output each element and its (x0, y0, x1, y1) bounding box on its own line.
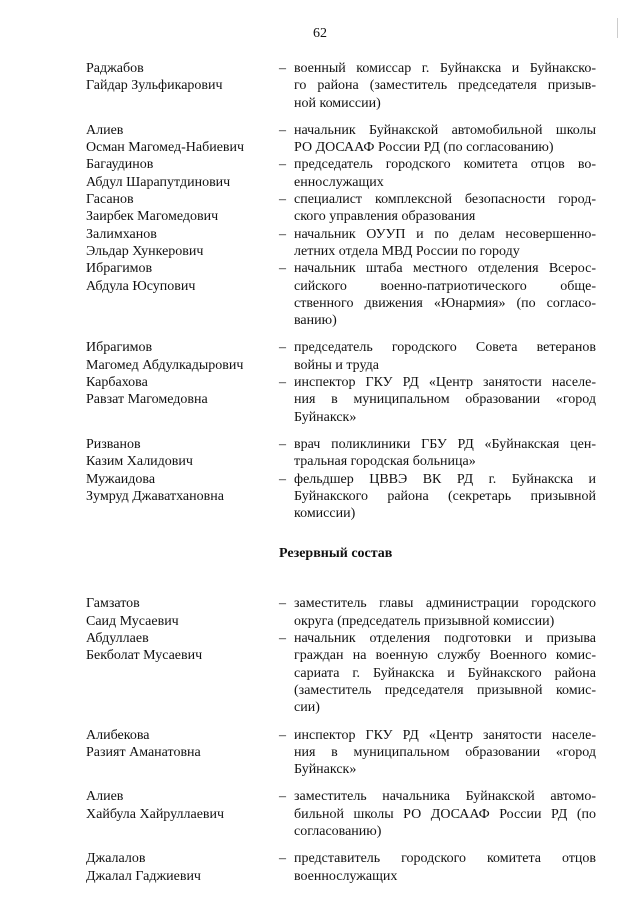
member-name (86, 850, 276, 885)
member-role (294, 260, 596, 329)
dash-separator: – (279, 192, 286, 208)
member-surname: Мужаидова (86, 471, 156, 487)
member-role (294, 788, 596, 840)
role-line: представитель городского комитета отцов (294, 851, 596, 867)
member-surname: Ибрагимов (86, 261, 153, 277)
reserve-section-title: Резервный состав (279, 546, 393, 562)
member-entry (0, 374, 640, 426)
member-given-name: Магомед Абдулкадырович (86, 357, 244, 373)
role-line: сариата г. Буйнакска и Буйнакского района (294, 665, 596, 681)
role-line: ского управления образования (294, 209, 476, 225)
role-line: Буйнакск» (294, 409, 357, 425)
role-line: сийского военно-патриотического обще- (294, 278, 596, 294)
member-name (86, 122, 276, 157)
dash-separator: – (279, 631, 286, 647)
member-entry (0, 436, 640, 471)
member-name (86, 595, 276, 630)
member-surname: Гасанов (86, 192, 134, 208)
page-number: 62 (313, 26, 327, 41)
member-entry (0, 122, 640, 157)
member-given-name: Джалал Гаджиевич (86, 868, 201, 884)
role-line: (заместитель председателя призывной комис- (294, 682, 596, 698)
role-line: председатель городского комитета отцов во- (294, 157, 596, 173)
role-line: начальник отделения подготовки и призыва (294, 631, 596, 647)
member-name (86, 436, 276, 471)
role-line: ния в муниципальном образовании «город (294, 392, 596, 408)
dash-separator: – (279, 596, 286, 612)
member-name (86, 471, 276, 506)
member-name (86, 630, 276, 665)
member-role (294, 595, 596, 630)
main-members-list (0, 60, 640, 522)
dash-separator: – (279, 122, 286, 138)
member-given-name: Хайбула Хайруллаевич (86, 806, 225, 822)
role-line: ной комиссии) (294, 95, 381, 111)
role-line: начальник штаба местного отделения Всерос- (294, 261, 596, 277)
member-entry (0, 788, 640, 840)
dash-separator: – (279, 226, 286, 242)
role-line: еннослужащих (294, 174, 384, 190)
member-role (294, 339, 596, 374)
member-surname: Раджабов (86, 61, 144, 76)
member-entry (0, 60, 640, 112)
member-name (86, 374, 276, 409)
dash-separator: – (279, 851, 286, 867)
member-given-name: Бекболат Мусаевич (86, 648, 203, 664)
member-name (86, 226, 276, 261)
member-given-name: Эльдар Хункерович (86, 243, 204, 259)
role-line: Буйнакского района (секретарь призывной (294, 488, 596, 504)
member-name (86, 191, 276, 226)
member-entry (0, 339, 640, 374)
role-line: ния в муниципальном образовании «город (294, 744, 596, 760)
member-given-name: Зумруд Джаватхановна (86, 488, 224, 504)
role-line: ванию) (294, 313, 337, 329)
member-role (294, 226, 596, 261)
role-line: Буйнакск» (294, 762, 357, 778)
role-line: инспектор ГКУ РД «Центр занятости населе- (294, 727, 596, 743)
dash-separator: – (279, 157, 286, 173)
member-entry (0, 850, 640, 885)
dash-separator: – (279, 471, 286, 487)
role-line: тральная городская больница» (294, 454, 476, 470)
role-line: врач поликлиники ГБУ РД «Буйнакская цен- (294, 436, 596, 452)
member-role (294, 850, 596, 885)
member-surname: Ризванов (86, 436, 141, 452)
dash-separator: – (279, 375, 286, 391)
member-surname: Гамзатов (86, 596, 140, 612)
member-entry (0, 191, 640, 226)
member-role (294, 630, 596, 716)
member-given-name: Казим Халидович (86, 454, 193, 470)
role-line: РО ДОСААФ России РД (по согласованию) (294, 140, 554, 156)
dash-separator: – (279, 436, 286, 452)
member-entry (0, 471, 640, 523)
role-line: согласованию) (294, 823, 382, 839)
member-given-name: Гайдар Зульфикарович (86, 78, 223, 94)
member-name (86, 727, 276, 762)
member-entry (0, 226, 640, 261)
member-role (294, 122, 596, 157)
member-name (86, 339, 276, 374)
member-surname: Алибекова (86, 727, 150, 743)
member-entry (0, 260, 640, 329)
role-line: военнослужащих (294, 868, 398, 884)
commission-list (0, 60, 640, 895)
member-given-name: Абдула Юсупович (86, 278, 196, 294)
member-entry (0, 630, 640, 716)
member-given-name: Заирбек Магомедович (86, 209, 219, 225)
member-role (294, 436, 596, 471)
role-line: начальник Буйнакской автомобильной школы (294, 122, 596, 138)
role-line: войны и труда (294, 357, 379, 373)
dash-separator: – (279, 789, 286, 805)
dash-separator: – (279, 261, 286, 277)
role-line: заместитель начальника Буйнакской автомо- (294, 789, 596, 805)
role-line: начальник ОУУП и по делам несовершенно- (294, 226, 596, 242)
role-line: специалист комплексной безопасности город- (294, 192, 596, 208)
member-surname: Алиев (86, 789, 124, 805)
member-surname: Залимханов (86, 226, 157, 242)
role-line: председатель городского Совета ветеранов (294, 340, 596, 356)
member-role (294, 156, 596, 191)
member-given-name: Саид Мусаевич (86, 613, 179, 629)
role-line: комиссии) (294, 506, 356, 522)
member-name (86, 788, 276, 823)
member-role (294, 727, 596, 779)
role-line: бильной школы РО ДОСААФ России РД (по (294, 806, 596, 822)
member-given-name: Разият Аманатовна (86, 744, 201, 760)
member-name (86, 260, 276, 295)
role-line: граждан на военную службу Военного комис- (294, 648, 596, 664)
member-role (294, 191, 596, 226)
member-entry (0, 727, 640, 779)
member-entry (0, 156, 640, 191)
role-line: округа (председатель призывной комиссии) (294, 613, 555, 629)
role-line: фельдшер ЦВВЭ ВК РД г. Буйнакска и (294, 471, 596, 487)
member-surname: Джалалов (86, 851, 146, 867)
member-surname: Ибрагимов (86, 340, 153, 356)
role-line: сии) (294, 700, 320, 716)
dash-separator: – (279, 340, 286, 356)
member-role (294, 471, 596, 523)
role-line: заместитель главы администрации городского (294, 596, 596, 612)
member-given-name: Абдул Шарапутдинович (86, 174, 231, 190)
member-name (86, 156, 276, 191)
dash-separator: – (279, 61, 286, 76)
member-surname: Багаудинов (86, 157, 154, 173)
member-role (294, 60, 596, 112)
role-line: летних отдела МВД России по городу (294, 243, 520, 259)
role-line: го района (заместитель председателя призыв- (294, 78, 596, 94)
member-given-name: Равзат Магомедовна (86, 392, 208, 408)
member-role (294, 374, 596, 426)
member-surname: Алиев (86, 122, 124, 138)
member-surname: Карбахова (86, 375, 148, 391)
role-line: ственного движения «Юнармия» (по согласо- (294, 295, 596, 311)
dash-separator: – (279, 727, 286, 743)
reserve-members-list (0, 595, 640, 884)
member-entry (0, 595, 640, 630)
role-line: военный комиссар г. Буйнакска и Буйнакско- (294, 61, 596, 76)
role-line: инспектор ГКУ РД «Центр занятости населе- (294, 375, 596, 391)
member-surname: Абдуллаев (86, 631, 149, 647)
member-name (86, 60, 276, 95)
member-given-name: Осман Магомед-Набиевич (86, 140, 245, 156)
